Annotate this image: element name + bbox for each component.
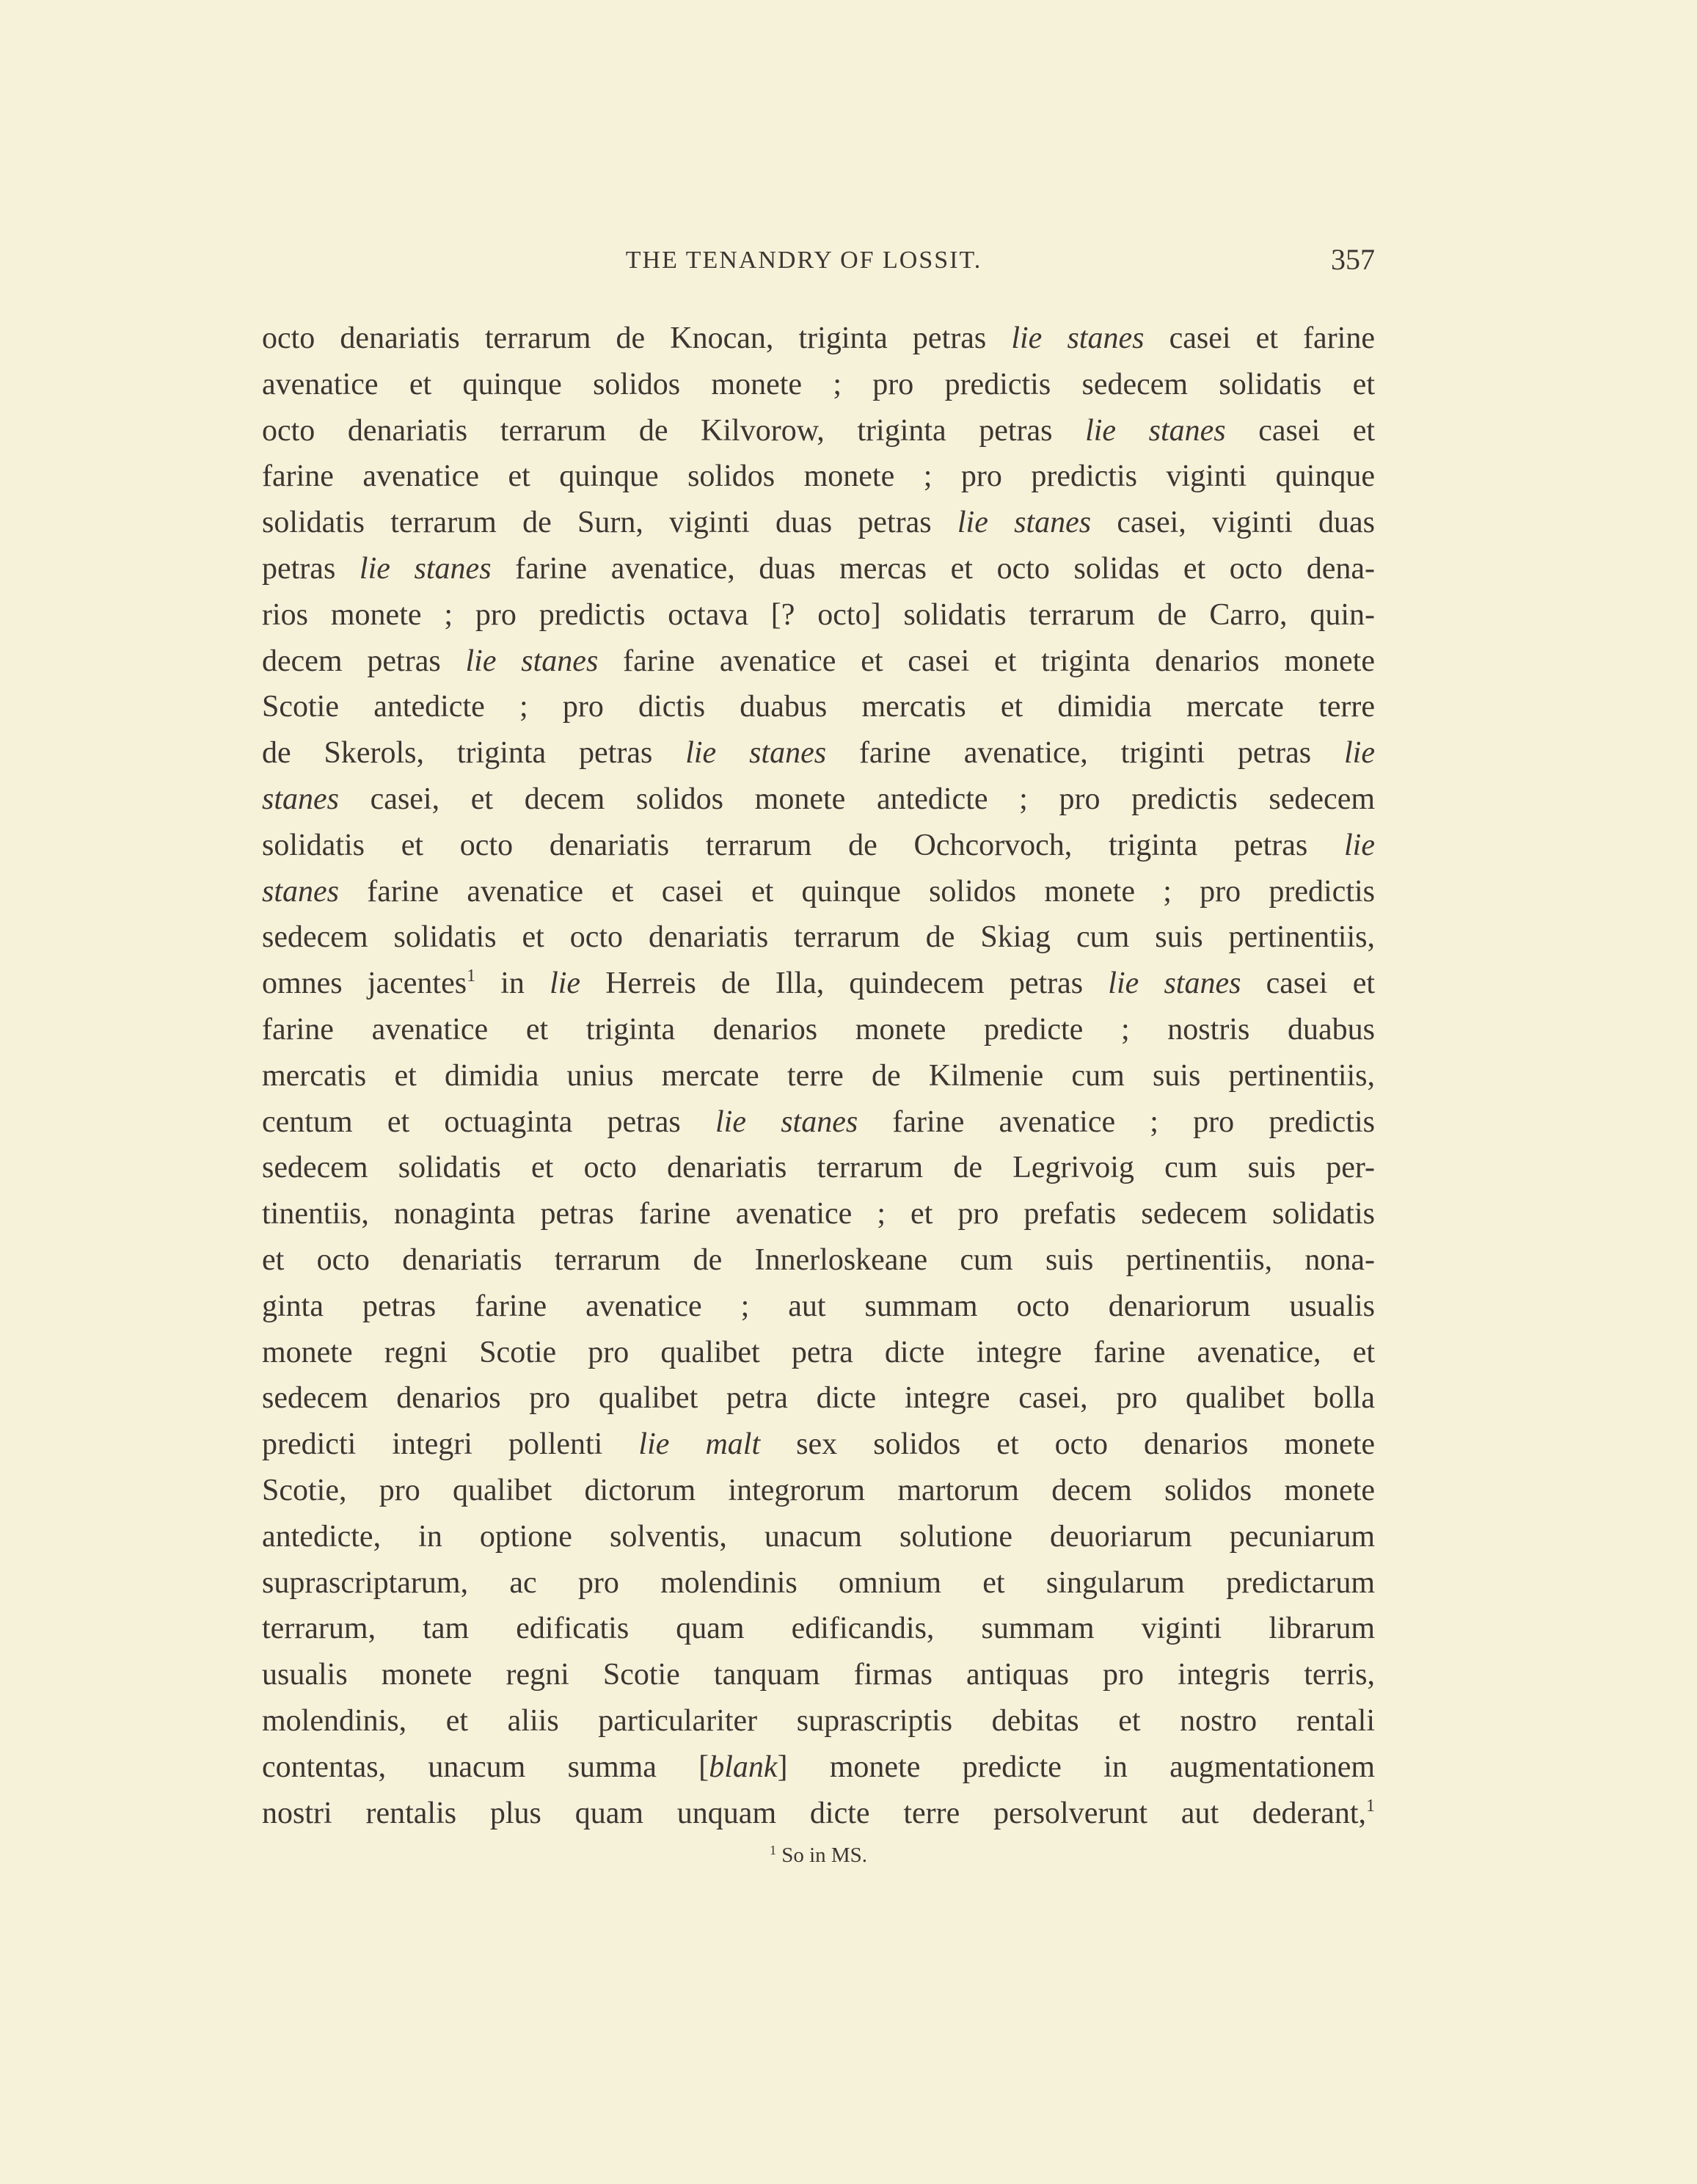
text-segment: petras bbox=[262, 551, 360, 586]
text-segment: octo denariatis terrarum de Knocan, triginta petras bbox=[262, 321, 1012, 355]
text-segment: casei, et decem solidos monete antedicte ; pro predictis sedecem bbox=[339, 782, 1375, 816]
text-line bbox=[262, 1237, 1375, 1284]
italic-phrase: lie malt bbox=[638, 1427, 761, 1462]
text-segment: Scotie antedicte ; pro dictis duabus mercatis et dimidia mercate terre bbox=[262, 690, 1375, 724]
text-segment: solidatis terrarum de Surn, viginti duas petras bbox=[262, 506, 957, 540]
footnote-marker: 1 bbox=[769, 1843, 776, 1857]
text-line bbox=[262, 1514, 1375, 1560]
text-segment: monete regni Scotie pro qualibet petra dicte integre farine avenatice, et bbox=[262, 1335, 1375, 1369]
text-segment: molendinis, et aliis particulariter suprascriptis debitas et nostro rentali bbox=[262, 1703, 1375, 1738]
italic-phrase: lie bbox=[1344, 828, 1375, 862]
text-line bbox=[262, 776, 1375, 823]
italic-phrase: lie bbox=[550, 967, 581, 1001]
text-line bbox=[262, 1652, 1375, 1698]
text-segment: omnes jacentes bbox=[262, 967, 467, 1001]
text-segment: rios monete ; pro predictis octava [? octo] solidatis terrarum de Carro, quin- bbox=[262, 597, 1375, 632]
footnote-text: So in MS. bbox=[775, 1843, 868, 1867]
italic-phrase: lie stanes bbox=[1108, 967, 1241, 1001]
text-segment: ginta petras farine avenatice ; aut summam octo denariorum usualis bbox=[262, 1289, 1375, 1323]
text-line bbox=[262, 1145, 1375, 1191]
text-line bbox=[262, 1191, 1375, 1237]
text-segment: tinentiis, nonaginta petras farine avenatice ; et pro prefatis sedecem solidatis bbox=[262, 1197, 1375, 1231]
footnote-reference: 1 bbox=[467, 967, 476, 986]
text-segment: casei, viginti duas bbox=[1091, 506, 1375, 540]
text-line bbox=[262, 1422, 1375, 1468]
text-segment: suprascriptarum, ac pro molendinis omnium et singularum predictarum bbox=[262, 1565, 1375, 1600]
text-line bbox=[262, 592, 1375, 638]
text-segment: casei et bbox=[1241, 967, 1376, 1001]
page-number: 357 bbox=[1331, 243, 1375, 276]
text-line bbox=[262, 1330, 1375, 1376]
text-line bbox=[262, 1375, 1375, 1422]
text-segment: antedicte, in optione solventis, unacum solutione deuoriarum pecuniarum bbox=[262, 1519, 1375, 1554]
text-line bbox=[262, 316, 1375, 362]
italic-phrase: stanes bbox=[262, 782, 339, 816]
text-line bbox=[262, 1007, 1375, 1053]
text-segment: farine avenatice ; pro predictis bbox=[858, 1104, 1376, 1139]
text-line bbox=[262, 408, 1375, 454]
text-segment: et octo denariatis terrarum de Innerloskeane cum suis pertinentiis, nona- bbox=[262, 1242, 1375, 1277]
text-line bbox=[262, 1053, 1375, 1099]
text-segment: farine avenatice, triginti petras bbox=[826, 736, 1345, 771]
italic-phrase: lie stanes bbox=[359, 551, 492, 586]
text-segment: farine avenatice, duas mercas et octo solidas et octo dena- bbox=[491, 551, 1375, 586]
text-segment: mercatis et dimidia unius mercate terre de Kilmenie cum suis pertinentiis, bbox=[262, 1058, 1375, 1093]
text-line bbox=[262, 546, 1375, 592]
text-line bbox=[262, 823, 1375, 869]
text-line bbox=[262, 1744, 1375, 1791]
text-segment: Scotie, pro qualibet dictorum integrorum martorum decem solidos monete bbox=[262, 1473, 1375, 1507]
text-line bbox=[262, 1468, 1375, 1514]
text-line bbox=[262, 730, 1375, 776]
text-segment: sedecem denarios pro qualibet petra dicte integre casei, pro qualibet bolla bbox=[262, 1381, 1375, 1416]
text-segment: sedecem solidatis et octo denariatis terrarum de Skiag cum suis pertinentiis, bbox=[262, 920, 1375, 955]
text-segment: ] monete predicte in augmentationem bbox=[777, 1750, 1376, 1784]
text-line bbox=[262, 1791, 1375, 1837]
page-header bbox=[262, 242, 1375, 279]
text-segment: octo denariatis terrarum de Kilvorow, triginta petras bbox=[262, 413, 1086, 448]
text-line bbox=[262, 454, 1375, 500]
text-segment: Herreis de Illa, quindecem petras bbox=[580, 967, 1109, 1001]
text-segment: decem petras bbox=[262, 644, 466, 678]
text-segment: farine avenatice et casei et quinque solidos monete ; pro predictis bbox=[339, 874, 1375, 909]
text-line bbox=[262, 500, 1375, 546]
text-segment: farine avenatice et quinque solidos monete ; pro predictis viginti quinque bbox=[262, 459, 1375, 494]
text-segment: casei et farine bbox=[1144, 321, 1375, 355]
footnote bbox=[262, 1843, 1382, 1868]
text-segment: terrarum, tam edificatis quam edificandis, summam viginti librarum bbox=[262, 1612, 1375, 1646]
text-segment: nostri rentalis plus quam unquam dicte terre persolverunt aut dederant, bbox=[262, 1796, 1366, 1830]
italic-phrase: lie stanes bbox=[715, 1104, 858, 1139]
italic-phrase: blank bbox=[709, 1750, 778, 1784]
text-segment: sex solidos et octo denarios monete bbox=[760, 1427, 1376, 1462]
text-line bbox=[262, 638, 1375, 685]
text-line bbox=[262, 869, 1375, 915]
text-segment: sedecem solidatis et octo denariatis terrarum de Legrivoig cum suis per- bbox=[262, 1151, 1375, 1185]
text-segment: farine avenatice et casei et triginta denarios monete bbox=[598, 644, 1375, 678]
italic-phrase: lie bbox=[1344, 736, 1375, 771]
text-line bbox=[262, 362, 1375, 408]
italic-phrase: lie stanes bbox=[957, 506, 1092, 540]
text-line bbox=[262, 1560, 1375, 1606]
italic-phrase: lie stanes bbox=[685, 736, 827, 771]
text-line bbox=[262, 961, 1375, 1007]
text-segment: contentas, unacum summa [ bbox=[262, 1750, 709, 1784]
text-segment: avenatice et quinque solidos monete ; pro predictis sedecem solidatis et bbox=[262, 367, 1375, 401]
italic-phrase: lie stanes bbox=[1085, 413, 1226, 448]
text-line bbox=[262, 914, 1375, 961]
text-segment: de Skerols, triginta petras bbox=[262, 736, 686, 771]
text-segment: casei et bbox=[1225, 413, 1375, 448]
text-line bbox=[262, 1099, 1375, 1146]
text-segment: centum et octuaginta petras bbox=[262, 1104, 715, 1139]
text-line bbox=[262, 1606, 1375, 1652]
text-line bbox=[262, 1698, 1375, 1744]
italic-phrase: lie stanes bbox=[1011, 321, 1145, 355]
text-segment: farine avenatice et triginta denarios monete predicte ; nostris duabus bbox=[262, 1012, 1375, 1046]
body-text bbox=[262, 316, 1375, 1836]
italic-phrase: lie stanes bbox=[465, 644, 599, 678]
running-title: THE TENANDRY OF LOSSIT. bbox=[625, 247, 982, 274]
text-segment: predicti integri pollenti bbox=[262, 1427, 639, 1462]
footnote-reference: 1 bbox=[1366, 1796, 1375, 1816]
text-line bbox=[262, 1284, 1375, 1330]
text-segment: usualis monete regni Scotie tanquam firmas antiquas pro integris terris, bbox=[262, 1658, 1375, 1692]
italic-phrase: stanes bbox=[262, 874, 339, 909]
text-line bbox=[262, 684, 1375, 730]
text-segment: solidatis et octo denariatis terrarum de Ochcorvoch, triginta petras bbox=[262, 828, 1345, 862]
text-segment: in bbox=[475, 967, 550, 1001]
